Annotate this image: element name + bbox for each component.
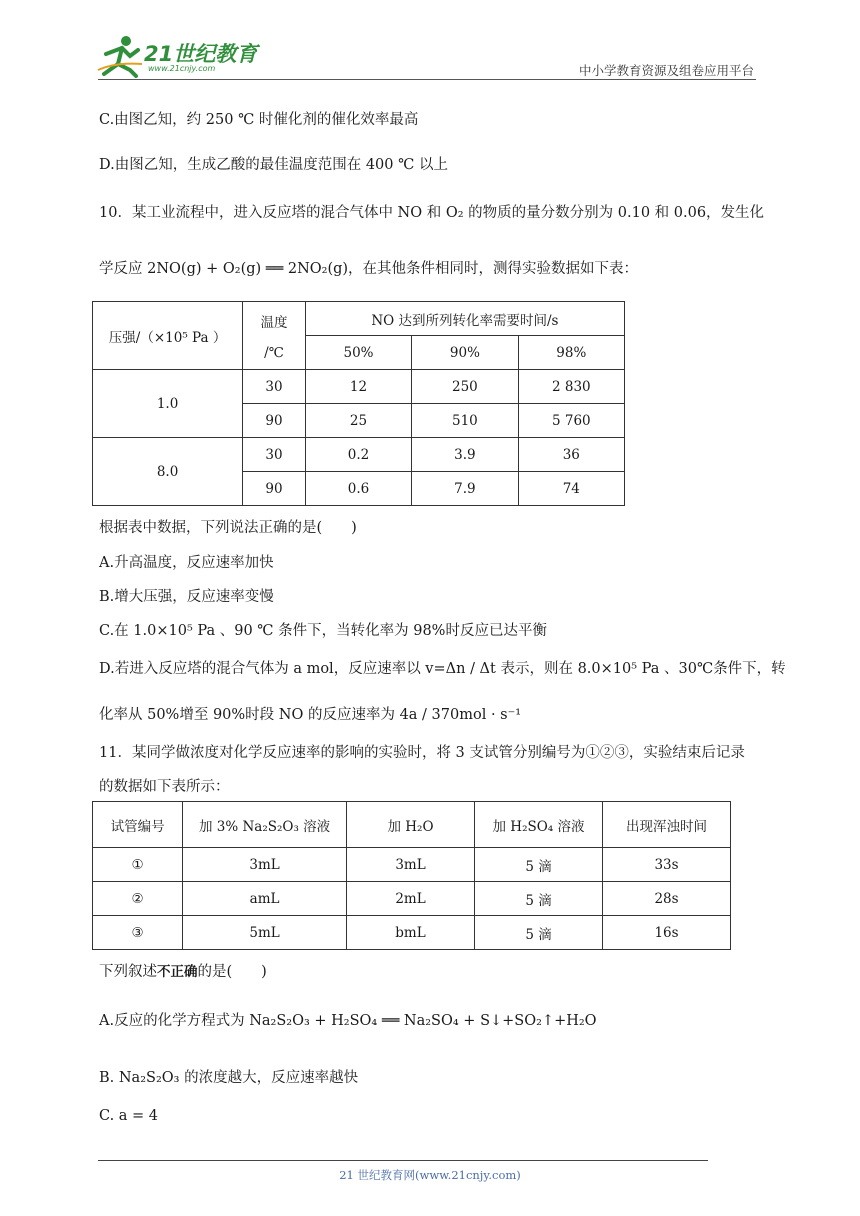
q9-option-d: D.由图乙知，生成乙酸的最佳温度范围在 400 ℃ 以上 xyxy=(99,157,448,173)
q11-ask-emphasis: 不正确 xyxy=(157,964,198,980)
footer-text[interactable]: 21 世纪教育网(www.21cnjy.com) xyxy=(339,1168,521,1182)
q11-option-c: C. a = 4 xyxy=(99,1108,159,1124)
q11-cell-no: ② xyxy=(93,882,183,916)
q10-header-time: NO 达到所列转化率需要时间/s xyxy=(305,302,624,336)
q10-cell: 510 xyxy=(412,404,518,438)
q11-stem-line-2: 的数据如下表所示： xyxy=(99,779,230,795)
q10-option-b: B.增大压强，反应速率变慢 xyxy=(99,589,274,605)
q10-cell: 25 xyxy=(305,404,411,438)
q10-header-50: 50% xyxy=(305,336,411,370)
q10-cell: 0.2 xyxy=(305,438,411,472)
q11-cell: 3mL xyxy=(183,848,347,882)
q11-cell: 5 滴 xyxy=(474,916,602,950)
q10-data-table xyxy=(92,301,625,506)
q10-header-temp: 温度 /℃ xyxy=(243,302,306,370)
footer-divider xyxy=(98,1160,708,1161)
q11-cell: amL xyxy=(183,882,347,916)
q10-cell: 0.6 xyxy=(305,472,411,506)
q10-option-d-line-1: D.若进入反应塔的混合气体为 a mol，反应速率以 v=Δn / Δt 表示，则在 8.0×10⁵ Pa 、30℃条件下，转 xyxy=(99,661,786,677)
q10-header-98: 98% xyxy=(518,336,624,370)
q10-cell: 5 760 xyxy=(518,404,624,438)
q10-pressure-cell: 8.0 xyxy=(93,438,243,506)
q10-stem-line-1: 10．某工业流程中，进入反应塔的混合气体中 NO 和 O₂ 的物质的量分数分别为 0.10 和 0.06，发生化 xyxy=(99,205,765,221)
q10-cell: 250 xyxy=(412,370,518,404)
q11-ask: 下列叙述不正确的是( ) xyxy=(99,964,267,980)
q11-cell: 2mL xyxy=(347,882,475,916)
q10-option-a: A.升高温度，反应速率加快 xyxy=(99,555,274,571)
q10-option-d-line-2: 化率从 50%增至 90%时段 NO 的反应速率为 4a / 370mol · s⁻¹ xyxy=(99,707,522,723)
q11-header-no: 试管编号 xyxy=(93,802,183,848)
header-platform-title: 中小学教育资源及组卷应用平台 xyxy=(578,63,754,78)
q11-cell: 33s xyxy=(603,848,731,882)
q10-header-pressure: 压强/（×10⁵ Pa ） xyxy=(93,302,243,370)
q10-cell: 2 830 xyxy=(518,370,624,404)
table-row xyxy=(93,882,731,916)
q10-ask: 根据表中数据，下列说法正确的是( ) xyxy=(99,520,357,536)
table-row xyxy=(93,370,625,404)
logo-url: www.21cnjy.com xyxy=(148,64,216,73)
q11-option-b: B. Na₂S₂O₃ 的浓度越大，反应速率越快 xyxy=(99,1070,359,1086)
table-row xyxy=(93,916,731,950)
table-row xyxy=(93,848,731,882)
site-logo xyxy=(96,34,266,78)
q10-option-c: C.在 1.0×10⁵ Pa 、90 ℃ 条件下，当转化率为 98%时反应已达平衡 xyxy=(99,623,547,639)
q11-option-a: A.反应的化学方程式为 Na₂S₂O₃ + H₂SO₄ ══ Na₂SO₄ + S↓+SO₂↑+H₂O xyxy=(99,1013,597,1029)
runner-logo-icon xyxy=(96,34,144,78)
q10-cell: 12 xyxy=(305,370,411,404)
q11-cell: 5 滴 xyxy=(474,848,602,882)
q10-temp-cell: 90 xyxy=(243,404,306,438)
q11-stem-line-1: 11．某同学做浓度对化学反应速率的影响的实验时，将 3 支试管分别编号为①②③，实验结束后记录 xyxy=(99,745,745,761)
q11-cell: 28s xyxy=(603,882,731,916)
q10-stem-line-2: 学反应 2NO(g) + O₂(g) ══ 2NO₂(g)，在其他条件相同时，测得实验数据如下表： xyxy=(99,261,639,277)
q10-cell: 7.9 xyxy=(412,472,518,506)
q11-cell: 5mL xyxy=(183,916,347,950)
q10-cell: 3.9 xyxy=(412,438,518,472)
q11-header-time: 出现浑浊时间 xyxy=(603,802,731,848)
q10-temp-cell: 30 xyxy=(243,370,306,404)
q11-cell-no: ③ xyxy=(93,916,183,950)
q11-header-na2s2o3: 加 3% Na₂S₂O₃ 溶液 xyxy=(183,802,347,848)
q11-cell: 5 滴 xyxy=(474,882,602,916)
q11-header-h2o: 加 H₂O xyxy=(347,802,475,848)
q10-pressure-cell: 1.0 xyxy=(93,370,243,438)
logo-text: 21世纪教育 xyxy=(144,42,258,66)
q11-cell-no: ① xyxy=(93,848,183,882)
q11-cell: 16s xyxy=(603,916,731,950)
q10-temp-cell: 90 xyxy=(243,472,306,506)
header-divider xyxy=(98,79,756,80)
q11-data-table xyxy=(92,801,731,950)
q11-cell: 3mL xyxy=(347,848,475,882)
q9-option-c: C.由图乙知，约 250 ℃ 时催化剂的催化效率最高 xyxy=(99,112,419,128)
q10-temp-cell: 30 xyxy=(243,438,306,472)
q11-header-h2so4: 加 H₂SO₄ 溶液 xyxy=(474,802,602,848)
q10-header-90: 90% xyxy=(412,336,518,370)
q10-cell: 36 xyxy=(518,438,624,472)
q10-cell: 74 xyxy=(518,472,624,506)
table-row xyxy=(93,438,625,472)
q11-cell: bmL xyxy=(347,916,475,950)
